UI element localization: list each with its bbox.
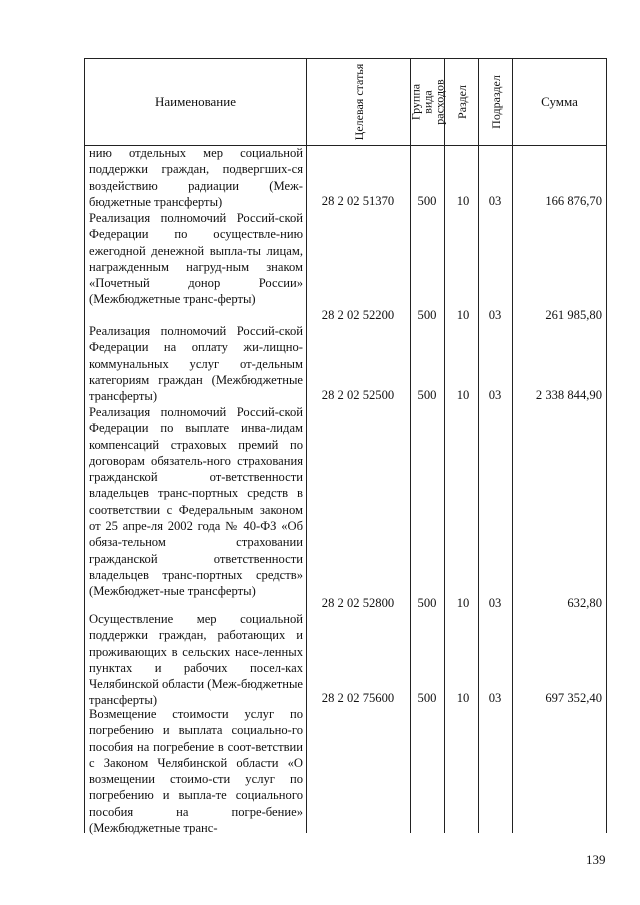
col-border-subsection (512, 58, 513, 833)
row-group: 500 (417, 596, 437, 610)
row-section: 10 (456, 308, 470, 322)
col-border-section (478, 58, 479, 833)
row-text: Реализация полномочий Россий-ской Федерации по осуществле-нию ежегодной денежной выпла-ты лицам, награжденным нагруд-ным знаком «Почетный донор России» (Межбюджетные транс-ферты) (89, 211, 303, 307)
row-code: 28 2 02 51370 (321, 194, 395, 208)
header-section-text: Раздел (454, 85, 469, 119)
page-number: 139 (586, 852, 606, 867)
row-sum: 632,80 (567, 596, 602, 610)
row-text: Возмещение стоимости услуг по погребению и выплата социально-го пособия на погребение в соот-ветствии с Законом Челябинской области «О возмещении стоимо-сти услуг по погребению и выпла-те социального пособия на погре-бение» (Межбюджетные транс- (89, 707, 303, 836)
row-section: 10 (456, 691, 470, 705)
row-group: 500 (417, 194, 437, 208)
row-text: Осуществление мер социальной поддержки граждан, работающих и проживающих в сельских насе-ленных пунктах и рабочих посел-ках Челябинской области (Меж-бюджетные трансферты) (89, 612, 303, 708)
row-section: 10 (456, 194, 470, 208)
row-text: Реализация полномочий Россий-ской Федерации на оплату жи-лищно-коммунальных услуг от-дельным категориям граждан (Межбюджетные трансферты) (89, 324, 303, 404)
row-section: 10 (456, 596, 470, 610)
row-subsection: 03 (488, 194, 502, 208)
row-text: Реализация полномочий Россий-ской Федерации по выплате инва-лидам компенсаций страховых премий по договорам обязатель-ного страхования гражданской от-ветственности владельцев транс-портных средств в соответствии с Федеральным законом от 25 апре-ля 2002 года № 40-ФЗ «Об обяза-тельном страховании гражданской ответственности владельцев транс-портных средств» (Межбюджет-ные трансферты) (89, 405, 303, 599)
row-subsection: 03 (488, 308, 502, 322)
header-target (307, 59, 410, 145)
header-name: Наименование (155, 94, 236, 109)
header-target-text: Целевая статья (351, 63, 366, 141)
row-sum: 697 352,40 (545, 691, 602, 705)
row-code: 28 2 02 52500 (321, 388, 395, 402)
col-border-left (84, 58, 85, 833)
row-group: 500 (417, 308, 437, 322)
row-group: 500 (417, 691, 437, 705)
row-code: 28 2 02 52800 (321, 596, 395, 610)
col-border-right (606, 58, 607, 833)
row-sum: 261 985,80 (545, 308, 602, 322)
row-group: 500 (417, 388, 437, 402)
header-subsection (479, 59, 512, 145)
header-group-text: Группа вида расходов (408, 79, 447, 125)
header-section (445, 59, 478, 145)
header-subsection-text: Подраздел (488, 75, 503, 129)
row-section: 10 (456, 388, 470, 402)
row-sum: 2 338 844,90 (535, 388, 602, 402)
row-code: 28 2 02 52200 (321, 308, 395, 322)
row-sum: 166 876,70 (545, 194, 602, 208)
col-border-group (444, 58, 445, 833)
row-subsection: 03 (488, 388, 502, 402)
row-text: нию отдельных мер социальной поддержки граждан, подвергших-ся воздействию радиации (Меж-бюджетные трансферты) (89, 146, 303, 209)
header-sum: Сумма (541, 94, 578, 109)
row-subsection: 03 (488, 596, 502, 610)
header-group (408, 59, 447, 145)
row-code: 28 2 02 75600 (321, 691, 395, 705)
col-border-code (410, 58, 411, 833)
col-border-name (306, 58, 307, 833)
row-subsection: 03 (488, 691, 502, 705)
